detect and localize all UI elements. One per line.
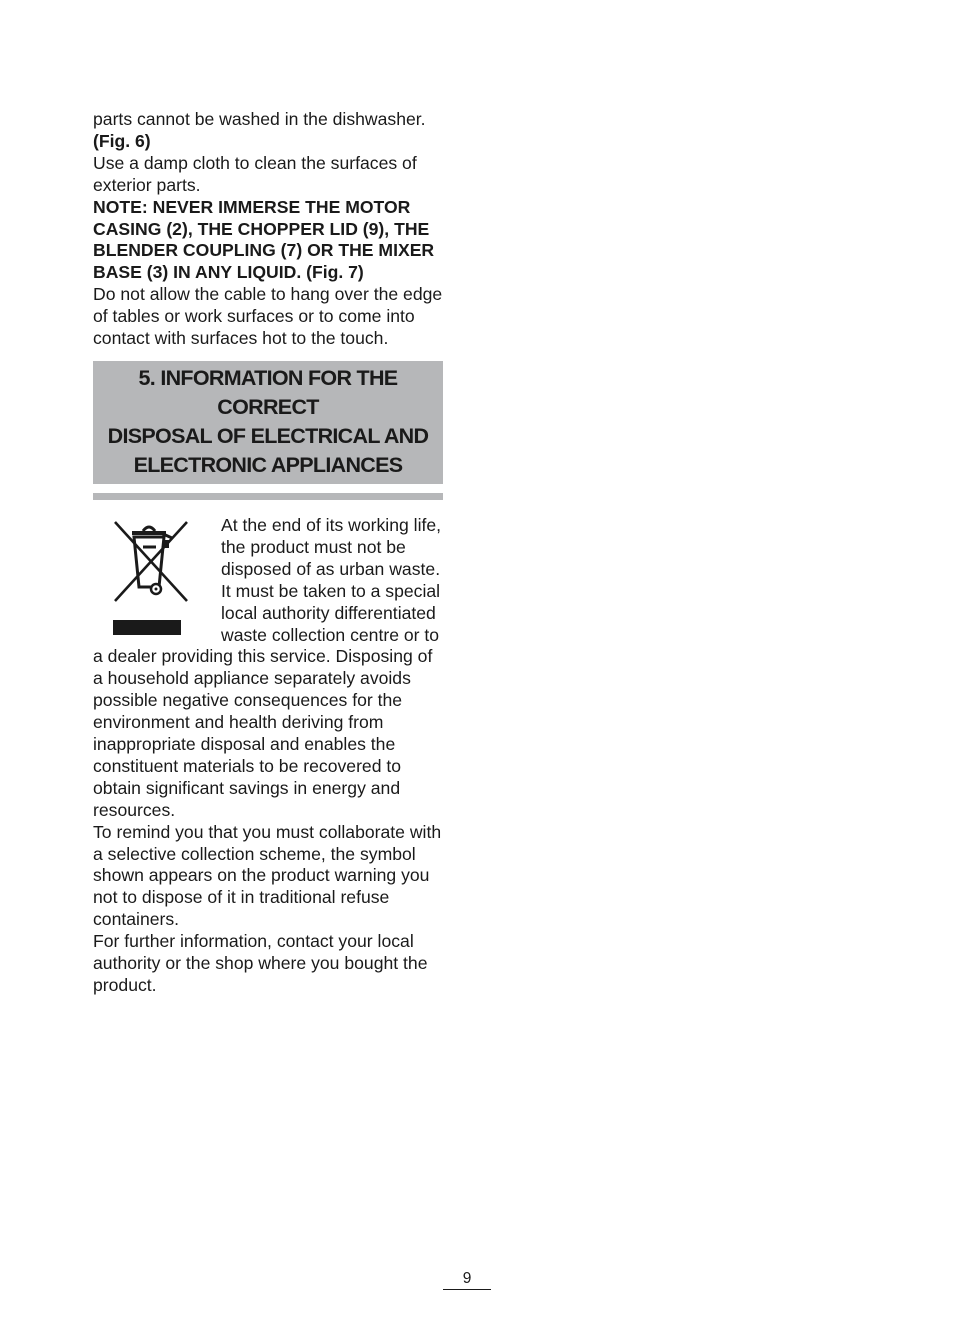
section-heading-line: DISPOSAL OF ELECTRICAL AND <box>107 424 429 449</box>
section-heading-line: 5. INFORMATION FOR THE CORRECT <box>138 366 398 420</box>
immersion-warning-note: NOTE: NEVER IMMERSE THE MOTOR CASING (2), THE CHOPPER LID (9), THE BLENDER COUPLING (7) OR THE MIXER BASE (3) IN ANY LIQUID. (Fig. 7) <box>93 196 435 283</box>
cable-instruction: Do not allow the cable to hang over the edge of tables or work surfaces or to come into contact with surfaces hot to the touch. <box>93 284 443 349</box>
disposal-paragraph: At the end of its working life, the product must not be disposed of as urban waste. It must be taken to a special local authority differentiated waste collection centre or to a dealer providing this service. Disposing of a household appliance separately avoids possible negative consequences for the environment and health deriving from inappropriate disposal and enables the constituent materials to be recovered to obtain significant savings in energy and resources. <box>93 514 442 820</box>
text-column <box>93 109 443 997</box>
section-heading-line: ELECTRONIC APPLIANCES <box>133 453 403 478</box>
crossed-out-wheelie-bin-icon <box>103 517 199 637</box>
heading-divider <box>93 493 443 500</box>
section-heading-box <box>93 361 443 484</box>
figure-ref-6: (Fig. 6) <box>93 130 151 151</box>
page-number: 9 <box>443 1269 491 1290</box>
intro-line: parts cannot be washed in the dishwasher. <box>93 109 426 129</box>
further-info-paragraph: For further information, contact your local authority or the shop where you bought the product. <box>93 931 428 995</box>
disposal-section <box>93 515 443 997</box>
symbol-reminder-paragraph: To remind you that you must collaborate with a selective collection scheme, the symbol shown appears on the product warning you not to dispose of it in traditional refuse containers. <box>93 821 442 930</box>
section-heading <box>93 364 443 480</box>
damp-cloth-instruction: Use a damp cloth to clean the surfaces of exterior parts. <box>93 152 417 195</box>
